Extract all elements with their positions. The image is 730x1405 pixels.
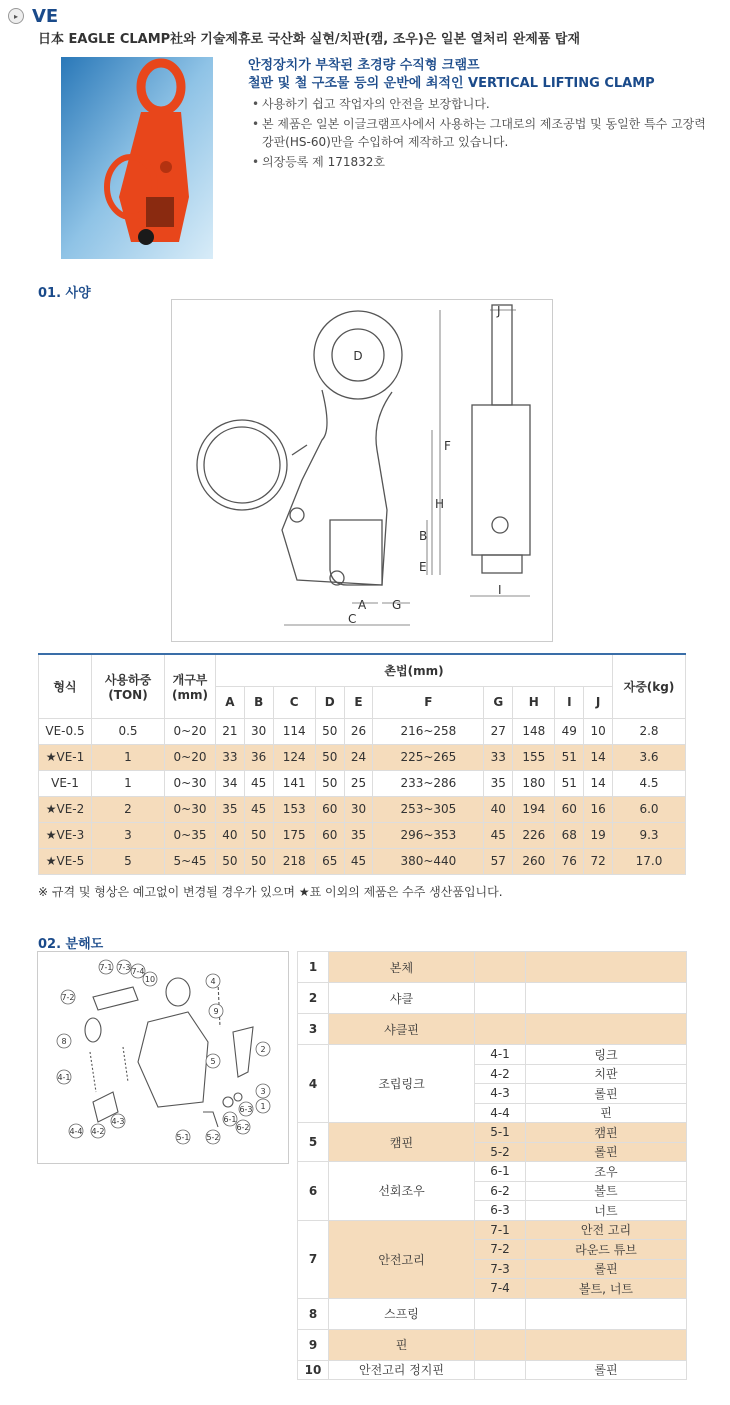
spec-cell-E: 24 [344, 744, 373, 770]
feature-headline-2: 철판 및 철 구조물 등의 운반에 최적인 VERTICAL LIFTING CLAMP [248, 76, 655, 91]
sub-part-code: 4-3 [475, 1084, 526, 1104]
header-model: 형식 [39, 654, 92, 718]
spec-cell-D: 50 [315, 718, 344, 744]
part-number: 1 [298, 952, 329, 983]
spec-cell-load: 5 [92, 848, 165, 874]
spec-cell-C: 141 [273, 770, 315, 796]
part-name: 선회조우 [329, 1162, 475, 1221]
spec-cell-F: 380~440 [373, 848, 484, 874]
parts-row [298, 1329, 687, 1360]
dim-label-A: A [358, 598, 367, 612]
spec-cell-J: 14 [584, 770, 613, 796]
spec-cell-H: 226 [513, 822, 555, 848]
part-number: 9 [298, 1329, 329, 1360]
part-name: 핀 [329, 1329, 475, 1360]
header-dim-C: C [273, 686, 315, 718]
part-name: 안전고리 [329, 1220, 475, 1298]
page-header [8, 4, 58, 28]
part-name: 조립링크 [329, 1045, 475, 1123]
spec-cell-open: 0~30 [165, 770, 216, 796]
spec-row [39, 796, 686, 822]
sub-part-name [526, 1329, 687, 1360]
sub-part-code: 5-2 [475, 1142, 526, 1162]
sub-part-code: 6-1 [475, 1162, 526, 1182]
spec-row [39, 822, 686, 848]
part-callout-label: 6-2 [236, 1123, 250, 1132]
spec-row [39, 718, 686, 744]
section-title-spec: 01. 사양 [38, 286, 91, 301]
sub-part-code: 4-4 [475, 1103, 526, 1123]
dim-label-J: J [497, 304, 501, 318]
part-number: 8 [298, 1298, 329, 1329]
intro-text: 日本 EAGLE CLAMP社와 기술제휴로 국산화 실현/치판(캠, 조우)은 일본 열처리 완제품 탑재 [38, 32, 581, 47]
part-callout-label: 1 [260, 1102, 266, 1111]
dim-label-E: E [419, 560, 427, 574]
spec-cell-load: 2 [92, 796, 165, 822]
part-callout-label: 5 [210, 1057, 216, 1066]
spec-cell-A: 21 [216, 718, 245, 744]
spec-cell-G: 40 [484, 796, 513, 822]
sub-part-name: 치판 [526, 1064, 687, 1084]
spec-cell-I: 51 [555, 770, 584, 796]
spec-cell-J: 10 [584, 718, 613, 744]
spec-cell-B: 36 [244, 744, 273, 770]
dim-label-C: C [348, 612, 357, 626]
spec-cell-G: 57 [484, 848, 513, 874]
part-number: 4 [298, 1045, 329, 1123]
sub-part-code: 5-1 [475, 1123, 526, 1143]
sub-part-code: 7-1 [475, 1220, 526, 1240]
parts-row [298, 1162, 687, 1182]
spec-cell-model: ★VE-5 [39, 848, 92, 874]
part-callout-label: 7-4 [131, 967, 145, 976]
spec-cell-H: 180 [513, 770, 555, 796]
spec-cell-H: 194 [513, 796, 555, 822]
dimension-drawing [171, 299, 553, 642]
spec-cell-I: 49 [555, 718, 584, 744]
sub-part-code [475, 1014, 526, 1045]
part-callout-label: 6-1 [223, 1115, 237, 1124]
spec-cell-A: 34 [216, 770, 245, 796]
header-dim-I: I [555, 686, 584, 718]
spec-cell-F: 233~286 [373, 770, 484, 796]
spec-cell-open: 0~30 [165, 796, 216, 822]
part-callout-label: 7-1 [99, 963, 113, 972]
spec-cell-J: 19 [584, 822, 613, 848]
spec-cell-I: 76 [555, 848, 584, 874]
spec-cell-C: 124 [273, 744, 315, 770]
sub-part-name [526, 952, 687, 983]
spec-cell-G: 35 [484, 770, 513, 796]
spec-cell-F: 225~265 [373, 744, 484, 770]
part-callout-label: 5-2 [206, 1133, 220, 1142]
feature-block [248, 57, 718, 173]
spec-cell-D: 50 [315, 770, 344, 796]
header-weight: 자중(kg) [613, 654, 686, 718]
spec-cell-E: 25 [344, 770, 373, 796]
spec-cell-G: 27 [484, 718, 513, 744]
spec-cell-C: 218 [273, 848, 315, 874]
spec-cell-I: 68 [555, 822, 584, 848]
part-number: 7 [298, 1220, 329, 1298]
sub-part-name [526, 1298, 687, 1329]
spec-cell-H: 148 [513, 718, 555, 744]
parts-row [298, 952, 687, 983]
header-dim-D: D [315, 686, 344, 718]
dim-label-F: F [444, 439, 451, 453]
spec-cell-E: 26 [344, 718, 373, 744]
part-name: 캠핀 [329, 1123, 475, 1162]
part-name: 안전고리 정지핀 [329, 1360, 475, 1380]
spec-cell-C: 153 [273, 796, 315, 822]
sub-part-code: 7-4 [475, 1279, 526, 1299]
spec-cell-model: VE-1 [39, 770, 92, 796]
sub-part-code [475, 952, 526, 983]
parts-row [298, 1360, 687, 1380]
part-name: 샤클 [329, 983, 475, 1014]
sub-part-name: 캠핀 [526, 1123, 687, 1143]
sub-part-name: 롤핀 [526, 1084, 687, 1104]
spec-cell-W: 4.5 [613, 770, 686, 796]
part-callout-label: 3 [260, 1087, 266, 1096]
dim-label-B: B [419, 529, 428, 543]
part-number: 5 [298, 1123, 329, 1162]
part-name: 본체 [329, 952, 475, 983]
sub-part-name: 라운드 튜브 [526, 1240, 687, 1260]
spec-cell-D: 60 [315, 822, 344, 848]
part-callout-label: 7-3 [117, 963, 131, 972]
spec-cell-J: 16 [584, 796, 613, 822]
spec-cell-B: 30 [244, 718, 273, 744]
parts-row [298, 1220, 687, 1240]
parts-table [297, 951, 687, 1380]
arrow-bullet-icon: ▸ [8, 8, 24, 24]
spec-cell-W: 6.0 [613, 796, 686, 822]
part-callout-label: 10 [144, 975, 156, 984]
header-dim-F: F [373, 686, 484, 718]
sub-part-name: 롤핀 [526, 1259, 687, 1279]
spec-cell-A: 40 [216, 822, 245, 848]
spec-cell-open: 0~35 [165, 822, 216, 848]
spec-cell-A: 33 [216, 744, 245, 770]
spec-cell-H: 260 [513, 848, 555, 874]
sub-part-name: 볼트, 너트 [526, 1279, 687, 1299]
page-title: VE [32, 5, 59, 27]
feature-bullet: • 본 제품은 일본 이글크램프사에서 사용하는 그대로의 제조공법 및 동일한 특수 고장력 강판(HS-60)만을 수입하여 제작하고 있습니다. [262, 115, 718, 151]
spec-cell-E: 30 [344, 796, 373, 822]
dim-label-G: G [392, 598, 402, 612]
spec-cell-W: 9.3 [613, 822, 686, 848]
sub-part-code: 6-3 [475, 1201, 526, 1221]
header-dim-B: B [244, 686, 273, 718]
spec-row [39, 744, 686, 770]
spec-row [39, 848, 686, 874]
spec-cell-load: 1 [92, 770, 165, 796]
part-number: 3 [298, 1014, 329, 1045]
spec-note: ※ 규격 및 형상은 예고없이 변경될 경우가 있으며 ★표 이외의 제품은 수주 생산품입니다. [38, 885, 503, 899]
part-callout-label: 6-3 [239, 1105, 253, 1114]
part-callout-label: 4-3 [111, 1117, 125, 1126]
header-dim-A: A [216, 686, 245, 718]
sub-part-code [475, 983, 526, 1014]
spec-cell-load: 3 [92, 822, 165, 848]
spec-cell-G: 45 [484, 822, 513, 848]
sub-part-name [526, 1014, 687, 1045]
part-number: 2 [298, 983, 329, 1014]
sub-part-name [526, 983, 687, 1014]
spec-cell-H: 155 [513, 744, 555, 770]
sub-part-name: 너트 [526, 1201, 687, 1221]
dim-label-D: D [353, 349, 363, 363]
part-callout-label: 9 [213, 1007, 219, 1016]
parts-row [298, 1123, 687, 1143]
spec-cell-D: 60 [315, 796, 344, 822]
part-callout-label: 8 [61, 1037, 67, 1046]
spec-cell-D: 50 [315, 744, 344, 770]
part-name: 스프링 [329, 1298, 475, 1329]
sub-part-name: 롤핀 [526, 1142, 687, 1162]
feature-bullet: • 사용하기 쉽고 작업자의 안전을 보장합니다. [262, 95, 718, 113]
spec-cell-A: 35 [216, 796, 245, 822]
header-dimensions: 촌법(mm) [216, 654, 613, 686]
part-callout-label: 7-2 [61, 993, 75, 1002]
parts-row [298, 1045, 687, 1065]
spec-cell-B: 45 [244, 770, 273, 796]
part-callout-label: 4-2 [91, 1127, 105, 1136]
spec-cell-J: 14 [584, 744, 613, 770]
sub-part-name: 조우 [526, 1162, 687, 1182]
parts-row [298, 983, 687, 1014]
dim-label-I: I [498, 583, 502, 597]
spec-cell-A: 50 [216, 848, 245, 874]
part-number: 6 [298, 1162, 329, 1221]
part-callout-label: 2 [260, 1045, 266, 1054]
dim-label-H: H [435, 497, 445, 511]
header-opening: 개구부 (mm) [165, 654, 216, 718]
spec-cell-B: 50 [244, 822, 273, 848]
section-title-exploded: 02. 분해도 [38, 937, 104, 952]
header-dim-G: G [484, 686, 513, 718]
sub-part-name: 롤핀 [526, 1360, 687, 1380]
spec-cell-W: 17.0 [613, 848, 686, 874]
sub-part-name: 안전 고리 [526, 1220, 687, 1240]
feature-headline-1: 안정장치가 부착된 초경량 수직형 크램프 [248, 58, 480, 73]
spec-cell-model: ★VE-3 [39, 822, 92, 848]
spec-cell-W: 2.8 [613, 718, 686, 744]
parts-row [298, 1298, 687, 1329]
sub-part-code: 7-2 [475, 1240, 526, 1260]
spec-cell-C: 175 [273, 822, 315, 848]
exploded-view-drawing [37, 951, 289, 1164]
header-dim-H: H [513, 686, 555, 718]
sub-part-code [475, 1298, 526, 1329]
spec-row [39, 770, 686, 796]
part-number: 10 [298, 1360, 329, 1380]
spec-cell-open: 0~20 [165, 718, 216, 744]
spec-cell-E: 45 [344, 848, 373, 874]
spec-cell-model: ★VE-1 [39, 744, 92, 770]
spec-cell-model: VE-0.5 [39, 718, 92, 744]
sub-part-code: 4-2 [475, 1064, 526, 1084]
spec-cell-D: 65 [315, 848, 344, 874]
sub-part-code [475, 1360, 526, 1380]
spec-table [38, 653, 686, 875]
sub-part-code: 7-3 [475, 1259, 526, 1279]
spec-cell-I: 60 [555, 796, 584, 822]
spec-cell-model: ★VE-2 [39, 796, 92, 822]
spec-cell-E: 35 [344, 822, 373, 848]
sub-part-code: 4-1 [475, 1045, 526, 1065]
spec-cell-open: 0~20 [165, 744, 216, 770]
sub-part-name: 볼트 [526, 1181, 687, 1201]
spec-cell-B: 45 [244, 796, 273, 822]
sub-part-code [475, 1329, 526, 1360]
spec-cell-C: 114 [273, 718, 315, 744]
spec-cell-load: 0.5 [92, 718, 165, 744]
part-callout-label: 4-1 [57, 1073, 71, 1082]
spec-cell-F: 296~353 [373, 822, 484, 848]
spec-cell-G: 33 [484, 744, 513, 770]
parts-row [298, 1014, 687, 1045]
spec-cell-F: 216~258 [373, 718, 484, 744]
part-callout-label: 4-4 [69, 1127, 83, 1136]
sub-part-name: 핀 [526, 1103, 687, 1123]
part-name: 샤클핀 [329, 1014, 475, 1045]
feature-list [248, 95, 718, 171]
feature-bullet: • 의장등록 제 171832호 [262, 153, 718, 171]
spec-cell-W: 3.6 [613, 744, 686, 770]
spec-cell-J: 72 [584, 848, 613, 874]
spec-cell-F: 253~305 [373, 796, 484, 822]
spec-cell-I: 51 [555, 744, 584, 770]
product-photo [61, 57, 213, 259]
sub-part-code: 6-2 [475, 1181, 526, 1201]
part-callout-label: 5-1 [176, 1133, 190, 1142]
spec-cell-load: 1 [92, 744, 165, 770]
spec-cell-open: 5~45 [165, 848, 216, 874]
part-callout-label: 4 [210, 977, 216, 986]
header-dim-J: J [584, 686, 613, 718]
sub-part-name: 링크 [526, 1045, 687, 1065]
header-dim-E: E [344, 686, 373, 718]
header-load: 사용하중 (TON) [92, 654, 165, 718]
spec-cell-B: 50 [244, 848, 273, 874]
